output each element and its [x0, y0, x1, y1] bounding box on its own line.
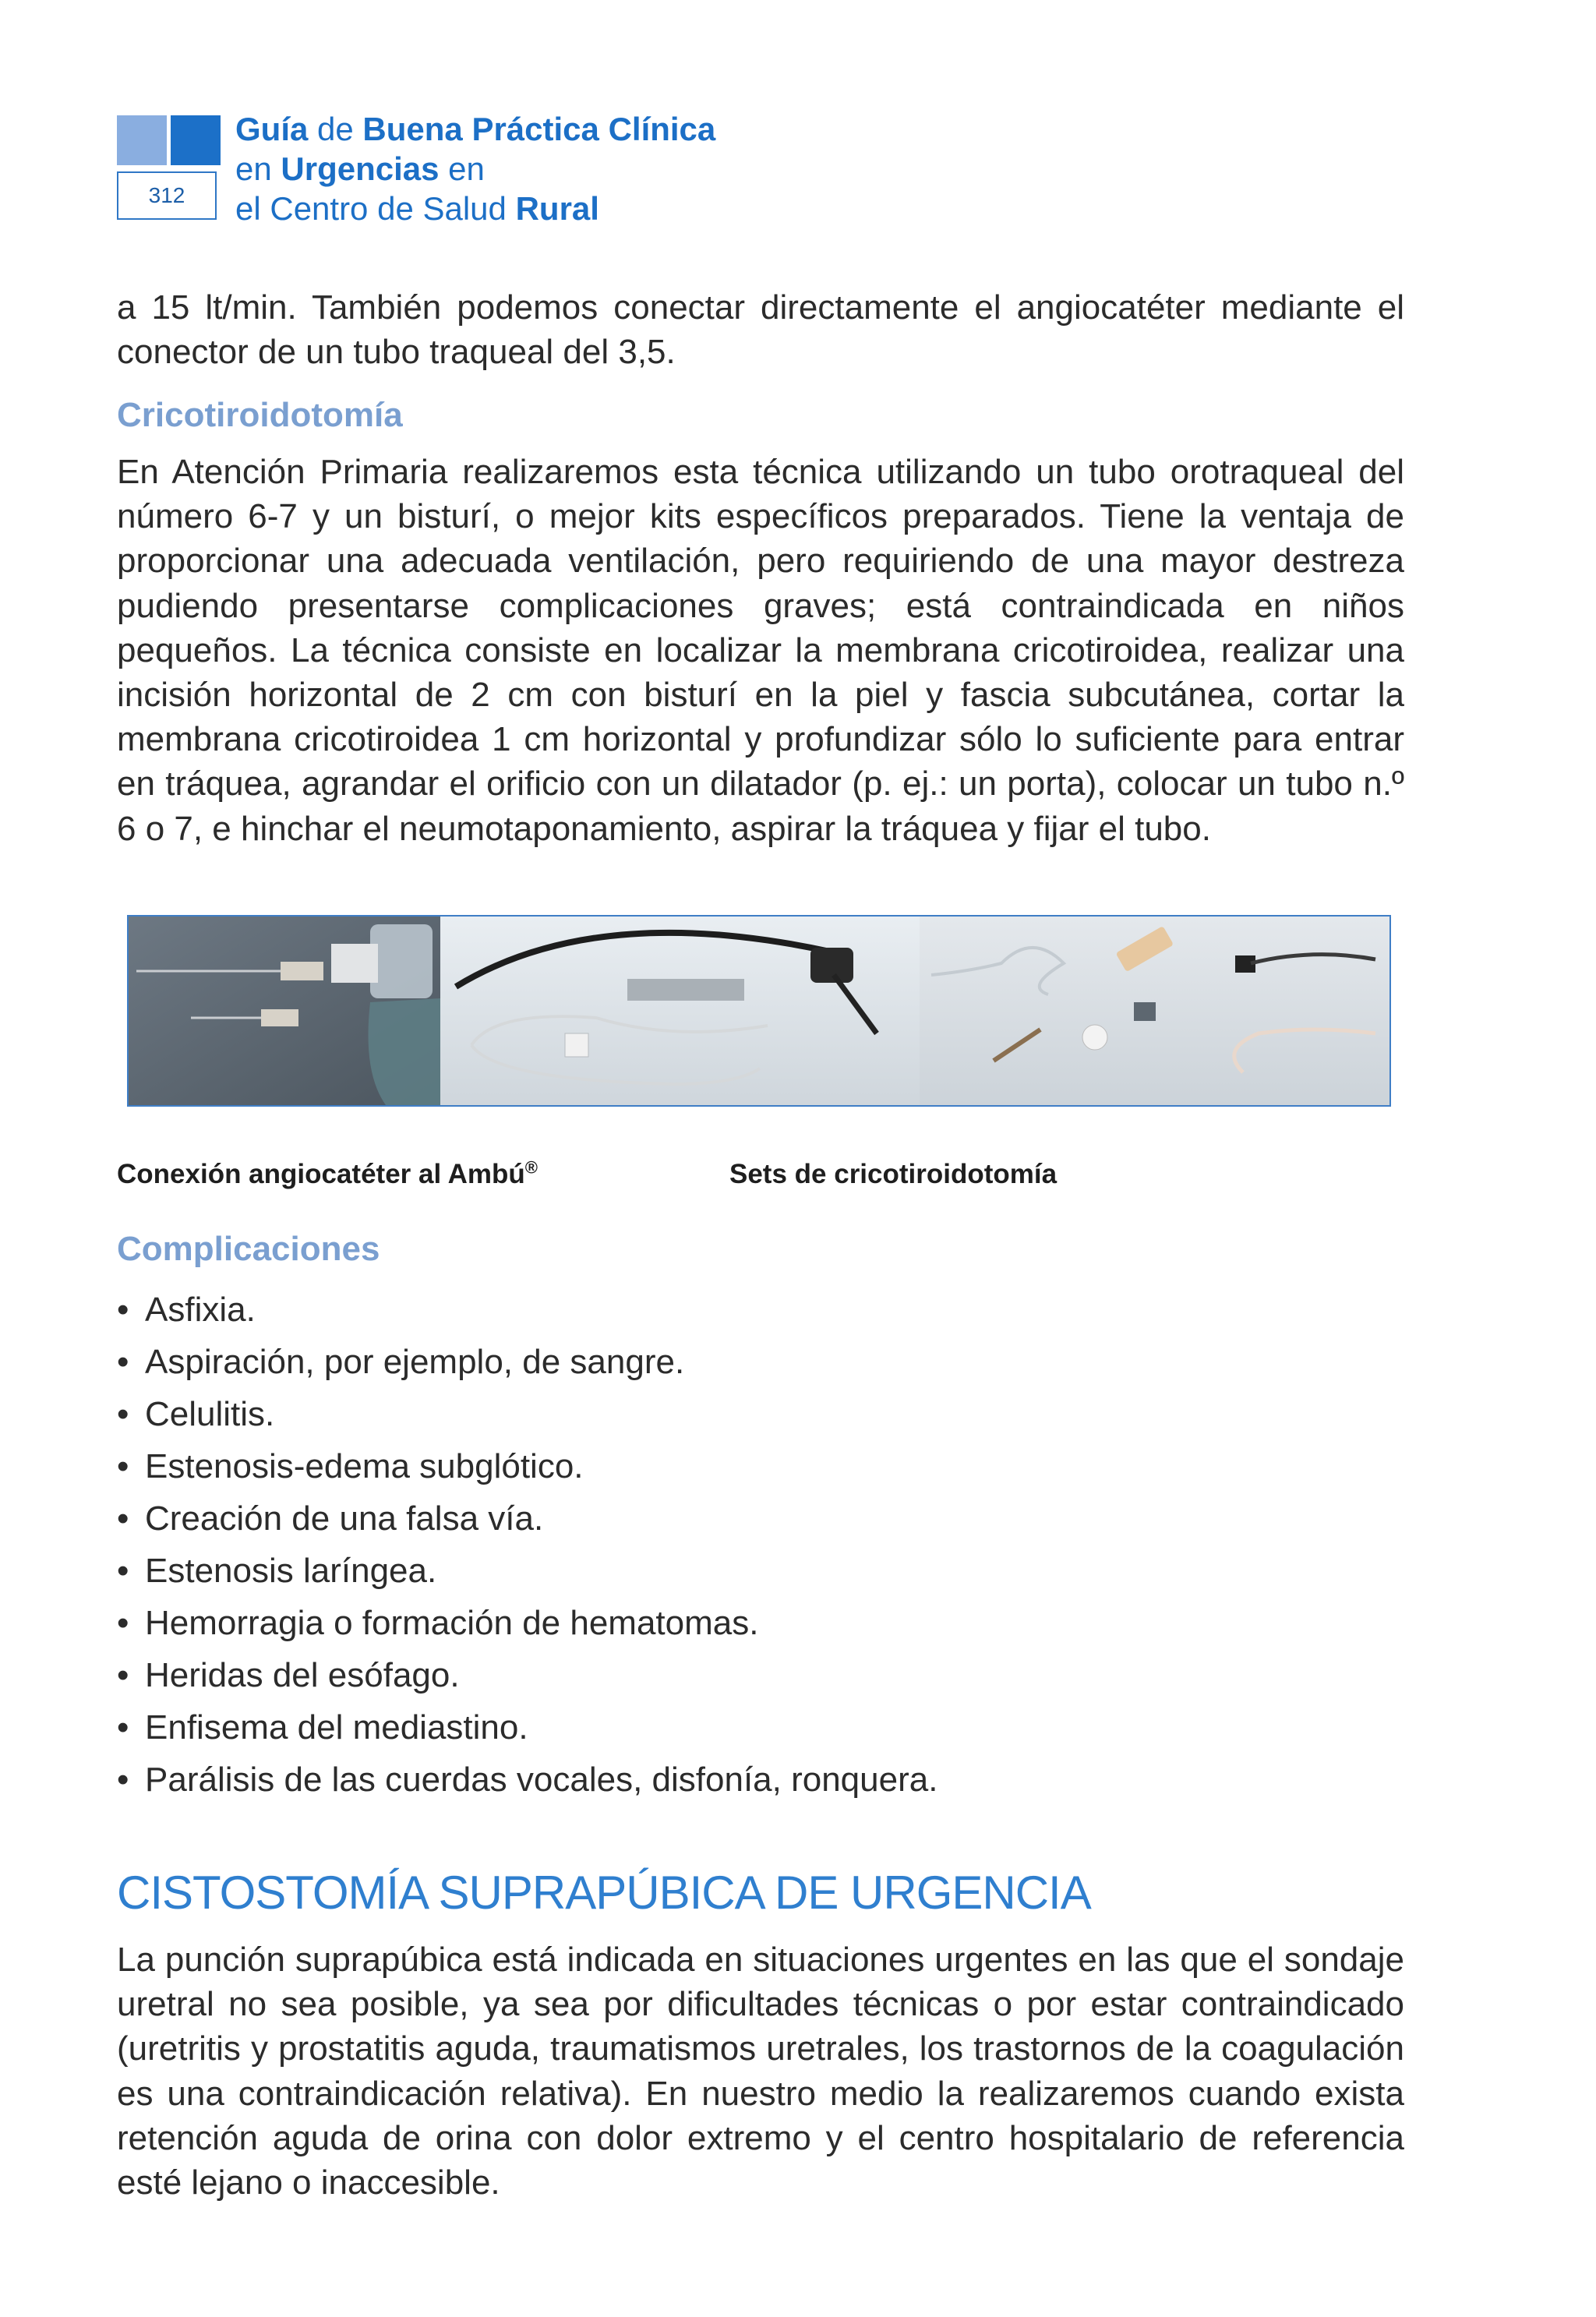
list-item: • Hemorragia o formación de hematomas. — [117, 1604, 759, 1642]
header-square-light — [117, 115, 167, 165]
caption-left: Conexión angiocatéter al Ambú® — [117, 1157, 538, 1189]
photo-strip-image — [129, 917, 1389, 1105]
cricotiroidotomia-paragraph: En Atención Primaria realizaremos esta técnica utilizando un tubo orotraqueal del número 6-7 y un bisturí, o mejor kits específicos preparados. Tiene la ventaja de proporcionar una adecuada ventilación, pero requiriendo de una mayor destreza pudiendo presentarse complicaciones graves; está contraindicada en niños pequeños. La técnica consiste en localizar la membrana cricotiroidea, realizar una incisión horizontal de 2 cm con bisturí en la piel y fascia subcutánea, cortar la membrana cricotiroidea 1 cm horizontal y profundizar sólo lo suficiente para entrar en tráquea, agrandar el orificio con un dilatador (p. ej.: un porta), colocar un tubo n.º 6 o 7, e hinchar el neumotaponamiento, aspirar la tráquea y fijar el tubo. — [117, 453, 1404, 848]
list-item: • Parálisis de las cuerdas vocales, disfonía, ronquera. — [117, 1761, 938, 1799]
list-item: • Estenosis laríngea. — [117, 1552, 437, 1590]
list-item: • Asfixia. — [117, 1291, 256, 1329]
heading-cistostomia: CISTOSTOMÍA SUPRAPÚBICA DE URGENCIA — [117, 1867, 1091, 1919]
list-item: • Creación de una falsa vía. — [117, 1499, 544, 1538]
intro-paragraph: a 15 lt/min. También podemos conectar directamente el angiocatéter mediante el conector de un tubo traqueal del 3,5. — [117, 288, 1404, 372]
header-square-dark — [171, 115, 221, 165]
book-title — [235, 109, 859, 228]
complications-list — [117, 1284, 1130, 1806]
book-title-line-1: Guía de Buena Práctica Clínica — [235, 111, 716, 147]
book-title-line-2: en Urgencias en — [235, 150, 485, 187]
heading-complicaciones: Complicaciones — [117, 1230, 380, 1268]
cistostomia-paragraph: La punción suprapúbica está indicada en situaciones urgentes en las que el sondaje uretral no sea posible, ya sea por dificultades técnicas o por estar contraindicado (uretritis y prostatitis aguda, traumatismos uretrales, los trastornos de la coagulación es una contraindicación relativa). En nuestro medio la realizaremos cuando exista retención aguda de orina con dolor extremo y el centro hospitalario de referencia esté lejano o inaccesible. — [117, 1941, 1404, 2202]
list-item: • Enfisema del mediastino. — [117, 1708, 528, 1747]
list-item: • Estenosis-edema subglótico. — [117, 1447, 584, 1485]
list-item: • Celulitis. — [117, 1395, 275, 1433]
list-item: • Aspiración, por ejemplo, de sangre. — [117, 1343, 685, 1381]
figure-photos — [127, 915, 1391, 1107]
book-title-line-3: el Centro de Salud Rural — [235, 190, 599, 227]
page-number: 312 — [117, 171, 217, 220]
heading-cricotiroidotomia: Cricotiroidotomía — [117, 396, 403, 434]
caption-right: Sets de cricotiroidotomía — [729, 1159, 1058, 1189]
list-item: • Heridas del esófago. — [117, 1656, 460, 1694]
